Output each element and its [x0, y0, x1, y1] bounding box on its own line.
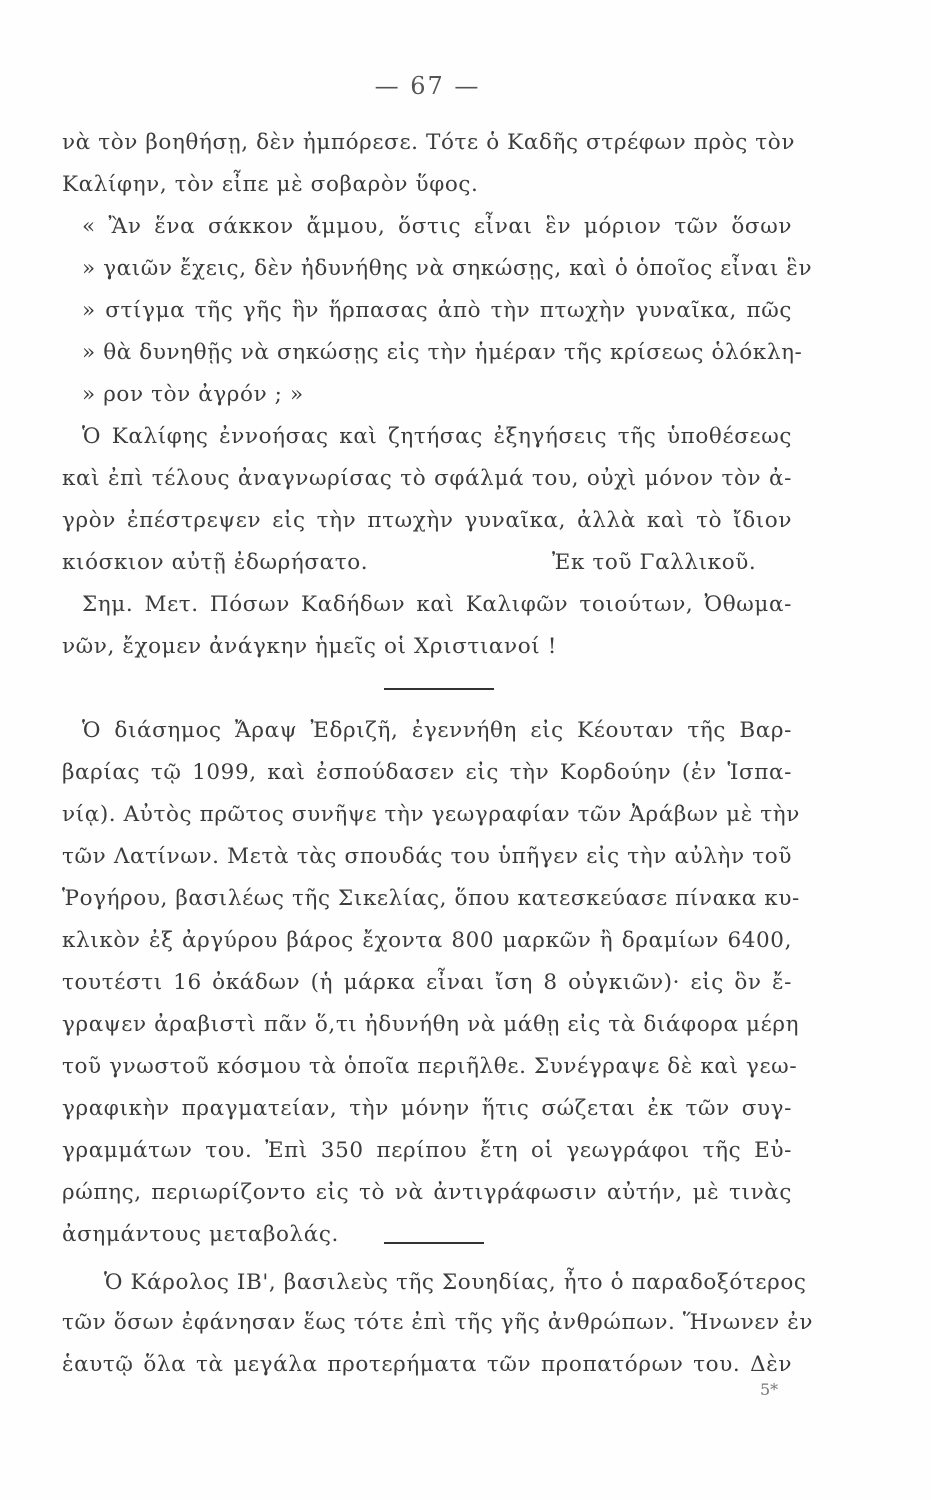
- text-line: νὰ τὸν βοηθήσῃ, δὲν ἠμπόρεσε. Τότε ὁ Καδῆς στρέφων πρὸς τὸν: [62, 130, 795, 155]
- page-number: — 67 —: [374, 72, 481, 100]
- section-divider: [384, 1242, 484, 1244]
- text-line: κλικὸν ἐξ ἀργύρου βάρος ἔχοντα 800 μαρκῶν ἢ δραμίων 6400,: [62, 928, 792, 953]
- text-line: Ὁ διάσημος Ἄραψ Ἐδριζῆ, ἐγεννήθη εἰς Κέουταν τῆς Βαρ-: [82, 718, 792, 743]
- translator-note-line: Σημ. Μετ. Πόσων Καδήδων καὶ Καλιφῶν τοιούτων, Ὀθωμα-: [82, 592, 792, 617]
- text-line: γραμμάτων του. Ἐπὶ 350 περίπου ἔτη οἱ γεωγράφοι τῆς Εὐ-: [62, 1138, 792, 1163]
- text-line: Ὁ Καλίφης ἐννοήσας καὶ ζητήσας ἐξηγήσεις τῆς ὑποθέσεως: [82, 424, 792, 449]
- source-attribution: Ἐκ τοῦ Γαλλικοῦ.: [552, 550, 757, 575]
- text-line: τοῦ γνωστοῦ κόσμου τὰ ὁποῖα περιῆλθε. Συνέγραψε δὲ καὶ γεω-: [62, 1054, 798, 1079]
- text-line: τουτέστι 16 ὀκάδων (ἡ μάρκα εἶναι ἴση 8 οὐγκιῶν)· εἰς ὃν ἔ-: [62, 970, 792, 995]
- text-line: τῶν Λατίνων. Μετὰ τὰς σπουδάς του ὑπῆγεν εἰς τὴν αὐλὴν τοῦ: [62, 844, 792, 869]
- text-line: ρώπης, περιωρίζοντο εἰς τὸ νὰ ἀντιγράφωσιν αὐτήν, μὲ τινὰς: [62, 1180, 792, 1205]
- text-line: τῶν ὅσων ἐφάνησαν ἕως τότε ἐπὶ τῆς γῆς ἀνθρώπων. Ἥνωνεν ἐν: [62, 1310, 814, 1335]
- signature-mark: 5*: [760, 1380, 779, 1399]
- text-line: βαρίας τῷ 1099, καὶ ἐσπούδασεν εἰς τὴν Κορδούην (ἐν Ἱσπα-: [62, 760, 792, 785]
- text-line: Καλίφην, τὸν εἶπε μὲ σοβαρὸν ὕφος.: [62, 172, 479, 197]
- quote-line: » ρον τὸν ἀγρόν ; »: [82, 382, 304, 407]
- text-line: Ὁ Κάρολος ΙΒ', βασιλεὺς τῆς Σουηδίας, ἦτο ὁ παραδοξότερος: [104, 1270, 807, 1295]
- text-line: ἀσημάντους μεταβολάς.: [62, 1222, 339, 1247]
- text-line: καὶ ἐπὶ τέλους ἀναγνωρίσας τὸ σφάλμά του, οὐχὶ μόνον τὸν ἀ-: [62, 466, 792, 491]
- quote-line: » γαιῶν ἔχεις, δὲν ἠδυνήθης νὰ σηκώσῃς, καὶ ὁ ὁποῖος εἶναι ἓν: [82, 256, 813, 281]
- text-line: γρὸν ἐπέστρεψεν εἰς τὴν πτωχὴν γυναῖκα, ἀλλὰ καὶ τὸ ἴδιον: [62, 508, 792, 533]
- translator-note-line: νῶν, ἔχομεν ἀνάγκην ἡμεῖς οἱ Χριστιανοί !: [62, 634, 557, 659]
- section-divider: [384, 688, 494, 690]
- quote-line: « Ἂν ἕνα σάκκον ἄμμου, ὅστις εἶναι ἓν μόριον τῶν ὅσων: [82, 214, 792, 239]
- text-line: κιόσκιον αὐτῇ ἐδωρήσατο.: [62, 550, 369, 575]
- quote-line: » στίγμα τῆς γῆς ἣν ἥρπασας ἀπὸ τὴν πτωχὴν γυναῖκα, πῶς: [82, 298, 792, 323]
- quote-line: » θὰ δυνηθῇς νὰ σηκώσῃς εἰς τὴν ἡμέραν τῆς κρίσεως ὁλόκλη-: [82, 340, 803, 365]
- text-line: γραφικὴν πραγματείαν, τὴν μόνην ἥτις σώζεται ἐκ τῶν συγ-: [62, 1096, 792, 1121]
- text-line: Ῥογήρου, βασιλέως τῆς Σικελίας, ὅπου κατεσκεύασε πίνακα κυ-: [62, 886, 800, 911]
- text-line: γραψεν ἀραβιστὶ πᾶν ὅ,τι ἠδυνήθη νὰ μάθῃ εἰς τὰ διάφορα μέρη: [62, 1012, 800, 1037]
- text-line: ἑαυτῷ ὅλα τὰ μεγάλα προτερήματα τῶν προπατόρων του. Δὲν: [62, 1352, 792, 1377]
- text-line: νίᾳ). Αὐτὸς πρῶτος συνῆψε τὴν γεωγραφίαν τῶν Ἀράβων μὲ τὴν: [62, 802, 800, 827]
